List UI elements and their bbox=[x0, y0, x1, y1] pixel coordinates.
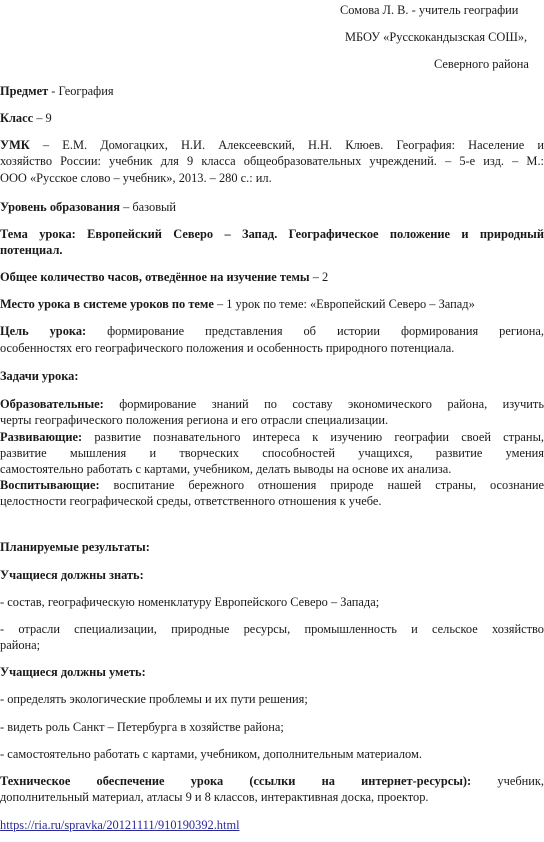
umk-label: УМК bbox=[0, 138, 30, 152]
header-school: МБОУ «Русскокандызская СОШ», bbox=[345, 30, 528, 44]
tasks-edu-line-1 bbox=[0, 397, 544, 412]
goal-label: Цель урока: bbox=[0, 324, 87, 338]
know-item-1: - состав, географическую номенклатуру Европейского Северо – Запада; bbox=[0, 595, 380, 609]
subject-value: - География bbox=[48, 84, 114, 98]
umk-line-2: хозяйство России: учебник для 9 класса общеобразовательных учреждений. – 5-е изд. – М.: bbox=[0, 154, 544, 168]
tasks-dev-line-3: самостоятельно работать с картами, учебником, делать выводы на основе их анализа. bbox=[0, 462, 452, 476]
grade-line bbox=[0, 111, 52, 126]
tasks-upb-line-2: целостности географической среды, ответственного отношения к учебе. bbox=[0, 494, 382, 508]
topic-line-2: потенциал. bbox=[0, 243, 63, 257]
able-item-2: - видеть роль Санкт – Петербурга в хозяйстве района; bbox=[0, 720, 284, 734]
umk-text-1: – Е.М. Домогацких, Н.И. Алексеевский, Н.Н. Клюев. География: Население и bbox=[29, 138, 544, 152]
header-author: Сомова Л. В. - учитель географии bbox=[340, 3, 519, 17]
goal-line-2: особенностях его географического положения и особенность природного потенциала. bbox=[0, 341, 455, 355]
tasks-edu-label: Образовательные: bbox=[0, 397, 104, 411]
tech-line-2: дополнительный материал, атласы 9 и 8 классов, интерактивная доска, проектор. bbox=[0, 790, 429, 804]
place-label: Место урока в системе уроков по теме bbox=[0, 297, 214, 311]
grade-label: Класс bbox=[0, 111, 34, 125]
goal-line-1 bbox=[0, 324, 544, 339]
tasks-upb-label: Воспитывающие: bbox=[0, 478, 100, 492]
reference-link[interactable]: https://ria.ru/spravka/20121111/910190392.html bbox=[0, 818, 240, 832]
tech-text-1: учебник, bbox=[471, 774, 544, 788]
tech-line-1 bbox=[0, 774, 544, 789]
hours-value: – 2 bbox=[309, 270, 329, 284]
level-line bbox=[0, 200, 176, 215]
know-heading: Учащиеся должны знать: bbox=[0, 568, 144, 582]
tasks-dev-line-2: развитие мышления и творческих способностей учащихся, развитие умения bbox=[0, 446, 544, 460]
tasks-dev-label: Развивающие: bbox=[0, 430, 83, 444]
goal-text-1: формирование представления об истории формирования региона, bbox=[86, 324, 544, 338]
tasks-edu-line-2: черты географического положения региона и его отрасли специализации. bbox=[0, 413, 389, 427]
subject-line bbox=[0, 84, 114, 99]
tasks-upb-text-1: воспитание бережного отношения природе нашей страны, осознание bbox=[99, 478, 544, 492]
tasks-heading: Задачи урока: bbox=[0, 369, 79, 383]
topic-line-1: Тема урока: Европейский Северо – Запад. Географическое положение и природный bbox=[0, 227, 544, 241]
able-item-3: - самостоятельно работать с картами, учебником, дополнительным материалом. bbox=[0, 747, 422, 761]
hours-line bbox=[0, 270, 328, 285]
tech-label: Техническое обеспечение урока (ссылки на интернет-ресурсы): bbox=[0, 774, 472, 788]
place-line bbox=[0, 297, 475, 312]
level-label: Уровень образования bbox=[0, 200, 120, 214]
know-item-2: - отрасли специализации, природные ресурсы, промышленность и сельское хозяйство bbox=[0, 622, 544, 636]
hours-label: Общее количество часов, отведённое на изучение темы bbox=[0, 270, 310, 284]
place-value: – 1 урок по теме: «Европейский Северо – Запад» bbox=[213, 297, 475, 311]
header-district: Северного района bbox=[434, 57, 529, 71]
level-value: – базовый bbox=[119, 200, 177, 214]
able-item-1: - определять экологические проблемы и их пути решения; bbox=[0, 692, 308, 706]
know-item-2-cont: района; bbox=[0, 638, 41, 652]
subject-label: Предмет bbox=[0, 84, 49, 98]
grade-value: – 9 bbox=[33, 111, 52, 125]
umk-line-3: ООО «Русское слово – учебник», 2013. – 280 с.: ил. bbox=[0, 171, 272, 185]
tasks-dev-line-1 bbox=[0, 430, 544, 445]
umk-line-1 bbox=[0, 138, 544, 153]
results-heading: Планируемые результаты: bbox=[0, 540, 150, 554]
tasks-edu-text-1: формирование знаний по составу экономического района, изучить bbox=[103, 397, 544, 411]
able-heading: Учащиеся должны уметь: bbox=[0, 665, 146, 679]
tasks-upb-line-1 bbox=[0, 478, 544, 493]
tasks-dev-text-1: развитие познавательного интереса к изучению географии своей страны, bbox=[82, 430, 544, 444]
